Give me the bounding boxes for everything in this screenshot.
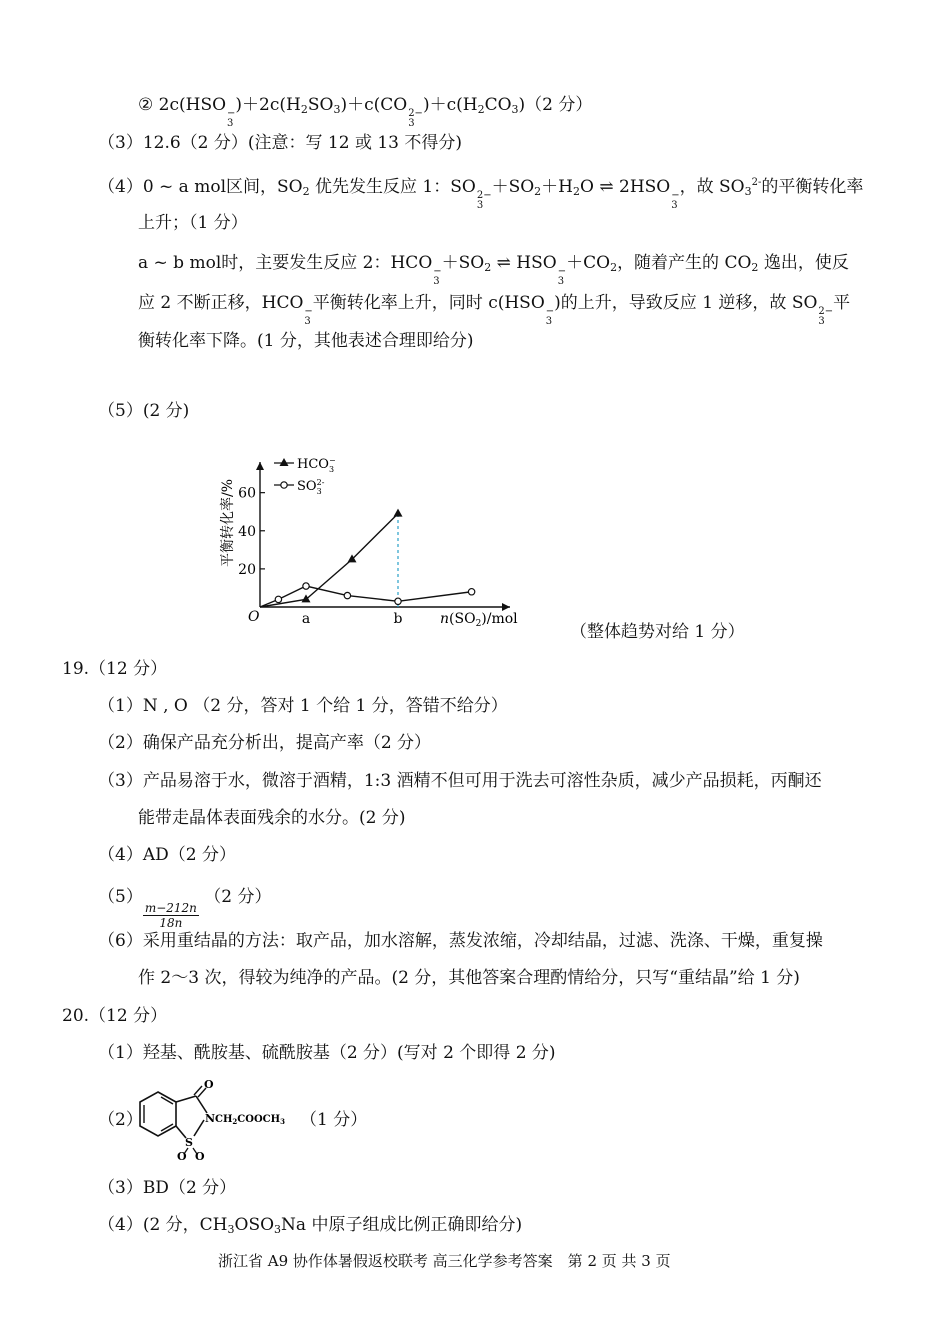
series-line [260,514,398,607]
data-point-circle [344,592,350,598]
data-point-triangle [302,594,311,602]
sulfur-label: S [185,1136,193,1149]
legend-marker-circle [281,482,287,488]
answer-19-6-line1: （6）采用重结晶的方法：取产品，加水溶解，蒸发浓缩，冷却结晶，过滤、洗涤、干燥，重复操 [98,931,823,951]
answer-18-5: （5）(2 分) [98,401,190,421]
substituent-label: $CH_2COOCH_3$ [215,1114,285,1126]
oxygen-label: O [204,1078,214,1091]
oxygen-label: O [177,1150,187,1163]
series-line [260,586,472,607]
answer-18-4-line1: （4）0 ~ a mol区间，$SO_2$ 优先发生反应 1：SO 2− 3 $+SO_2+H_2O$ ⇌ 2HSO − 3 ，故 $SO_3^{2-}$的平衡转化率 [98,177,864,211]
answer-20-1: （1）羟基、酰胺基、硫酰胺基（2 分）(写对 2 个即得 2 分) [98,1043,556,1063]
x-axis-arrow-icon [502,603,510,611]
data-point-circle [303,583,309,589]
legend-label: $HCO_3-$ [297,456,336,474]
answer-18-4-line5: 衡转化率下降。(1 分，其他表述合理即给分) [138,331,474,351]
answer-20-2-prefix: （2） [98,1110,143,1130]
y-axis-arrow-icon [256,462,264,470]
structure-formula [132,1078,302,1163]
data-point-triangle [394,509,403,517]
answer-19-4: （4）AD（2 分） [98,845,236,865]
x-tick-label: a [301,611,311,627]
x-axis-label: $n(SO_2)$/mol [440,611,518,629]
question-19-header: 19.（12 分） [62,659,168,679]
nitrogen-label: N [205,1112,216,1125]
data-point-circle [275,596,281,602]
origin-label: O [248,609,260,625]
y-axis-label: 平衡转化率/% [220,478,236,567]
y-tick-label: 40 [238,523,256,540]
equilibrium-arrow-icon: ⇌ [599,177,614,197]
answer-20-3: （3）BD（2 分） [98,1178,237,1198]
answer-19-1: （1）N , O （2 分，答对 1 个给 1 分，答错不给分） [98,696,508,716]
answer-18-3: （3）12.6（2 分）(注意：写 12 或 13 不得分) [98,133,463,153]
page-footer: 浙江省 A9 协作体暑假返校联考 高三化学参考答案 第 2 页 共 3 页 [218,1252,671,1270]
data-point-circle [395,598,401,604]
answer-19-3-line2: 能带走晶体表面残余的水分。(2 分) [138,808,406,828]
answer-18-4-line4: 应 2 不断正移，HCO − 3 平衡转化率上升，同时 c(HSO − 3 )的上升，导致反应 1 逆移，故 SO 2− 3 平 [138,293,851,327]
oxygen-label: O [195,1150,205,1163]
answer-19-2: （2）确保产品充分析出，提高产率（2 分） [98,733,432,753]
answer-19-3-line1: （3）产品易溶于水，微溶于酒精，1:3 酒精不但可用于洗去可溶性杂质，减少产品损耗，丙酮还 [98,771,822,791]
answer-20-2-score: （1 分） [300,1110,368,1130]
question-20-header: 20.（12 分） [62,1006,168,1026]
data-point-circle [468,589,474,595]
y-tick-label: 20 [238,561,256,578]
answer-18-4-line3: a ~ b mol时，主要发生反应 2：HCO − 3 $+SO_2$ ⇌ HSO − 3 $+CO_2$，随着产生的 $CO_2$ 逸出，使反 [138,253,849,287]
fraction: $\frac{m-212n}{18n}$ [144,901,197,930]
equilibrium-arrow-icon: ⇌ [496,253,511,273]
answer-19-6-line2: 作 2～3 次，得较为纯净的产品。(2 分，其他答案合理酌情给分，只写“重结晶”给 1 分) [138,968,800,988]
legend-marker-triangle [280,458,289,466]
conversion-chart [210,440,518,640]
answer-18-4-line2: 上升；（1 分） [138,213,248,233]
answer-19-5: （5） $\frac{m-212n}{18n}$ （2 分） [98,887,272,930]
y-tick-label: 60 [238,485,256,502]
answer-18-2-2: ② 2c(HSO − 3 )$+2c(H_2SO_3)+c(CO$ 2− 3 )$+c(H_2CO_3)(2$ 分） [138,95,593,129]
answer-20-4: （4）(2 分，$CH_3OSO_3Na$ 中原子组成比例正确即给分) [98,1215,523,1236]
x-tick-label: b [393,611,403,627]
legend-label: $SO_32-$ [297,478,325,496]
benzene-ring [140,1092,176,1136]
chart-scoring-note: （整体趋势对给 1 分） [570,622,745,642]
